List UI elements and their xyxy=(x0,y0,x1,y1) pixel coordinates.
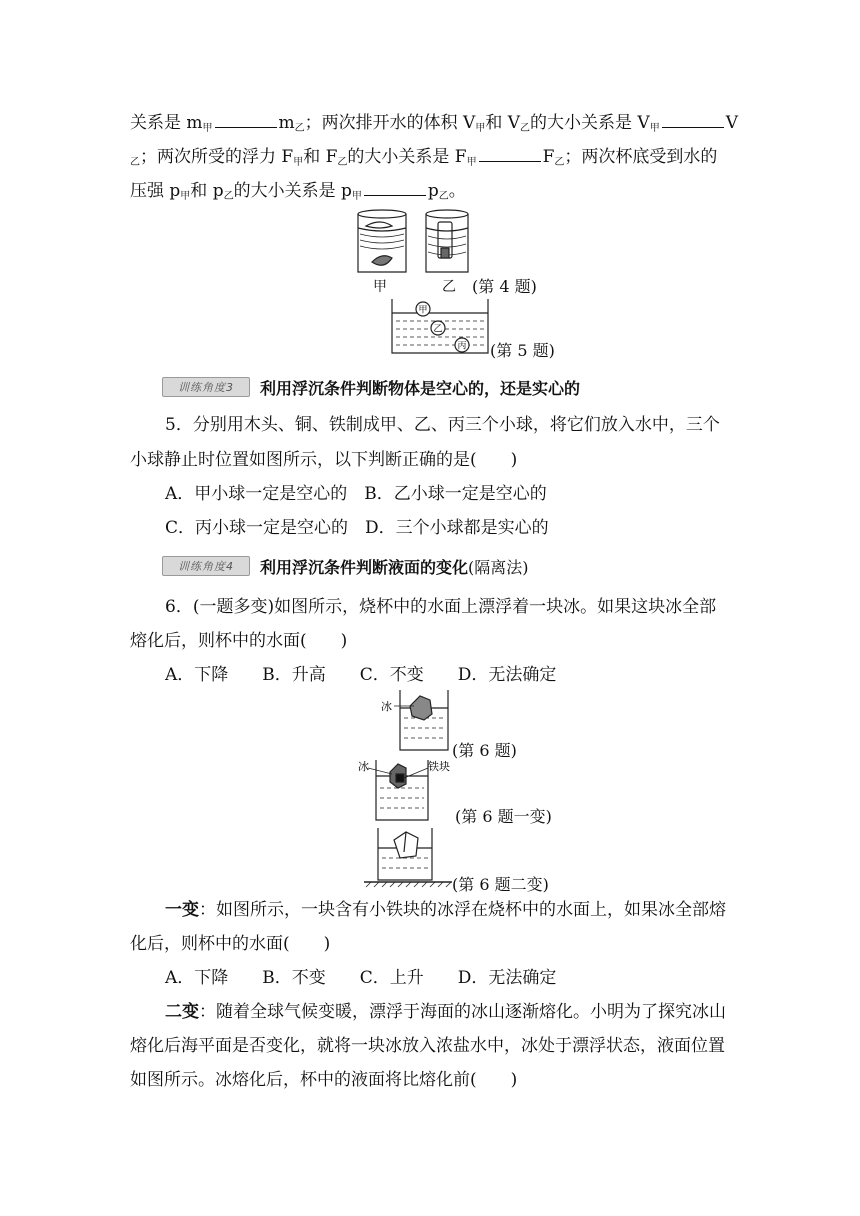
variant-1-stem-line-2: 化后，则杯中的水面( ) xyxy=(130,934,331,954)
answer-blank[interactable] xyxy=(479,147,541,162)
variant-1-stem-line-1: 一变：如图所示，一块含有小铁块的冰浮在烧杯中的水面上，如果冰全部熔 xyxy=(165,900,726,920)
figure-6-variant-1-beaker xyxy=(358,754,458,824)
variant-1-options: A．下降 B．不变 C．上升 D．无法确定 xyxy=(165,968,557,988)
q5-options-ab: A．甲小球一定是空心的 B．乙小球一定是空心的 xyxy=(165,484,547,504)
ball-label: 丙 xyxy=(457,341,467,352)
q6-stem-line-1: 6．(一题多变)如图所示，烧杯中的水面上漂浮着一块冰。如果这块冰全部 xyxy=(165,597,717,617)
section-heading-4 xyxy=(162,554,529,578)
figure-4-caption: (第 4 题) xyxy=(472,277,537,296)
q5-options-cd: C．丙小球一定是空心的 D．三个小球都是实心的 xyxy=(165,518,549,538)
answer-blank[interactable] xyxy=(364,181,426,196)
q6-stem-line-2: 熔化后，则杯中的水面( ) xyxy=(130,631,348,651)
ice-label: 冰 xyxy=(381,700,392,713)
q5-stem-line-1: 5．分别用木头、铜、铁制成甲、乙、丙三个小球，将它们放入水中，三个 xyxy=(165,415,720,435)
figure-5-caption: (第 5 题) xyxy=(490,341,555,360)
section-title: 利用浮沉条件判断物体是空心的，还是实心的 xyxy=(260,378,581,398)
answer-blank[interactable] xyxy=(662,113,724,128)
figure-6-variant-2-beaker xyxy=(360,826,456,888)
q4-line-1: 关系是 $m_甲$ $m_乙$；两次排开水的体积 $V_甲$和 $V_乙$的大小关系是 $V_甲$ V xyxy=(130,113,738,134)
figure-4-label-b: 乙 xyxy=(442,279,456,295)
variant-2-stem-line-1: 二变：随着全球气候变暖，漂浮于海面的冰山逐渐熔化。小明为了探究冰山 xyxy=(165,1002,726,1022)
q4-line-2: $_乙$；两次所受的浮力 $F_甲$和 $F_乙$的大小关系是 $F_甲$ $F_乙$；两次杯底受到水的 xyxy=(130,147,718,168)
q4-line-3: 压强 $p_甲$和 $p_乙$的大小关系是 $p_甲$ $p_乙$。 xyxy=(130,181,466,202)
section-heading-3 xyxy=(162,375,580,399)
ice-label: 冰 xyxy=(358,760,369,773)
training-angle-badge: 训练角度3 xyxy=(162,377,250,397)
variant-2-stem-line-2: 熔化后海平面是否变化，就将一块冰放入浓盐水中，冰处于漂浮状态，液面位置 xyxy=(130,1036,725,1056)
figure-6-variant-1-caption: (第 6 题一变) xyxy=(455,807,552,826)
answer-blank[interactable] xyxy=(215,113,277,128)
figure-5-balls-in-water xyxy=(388,297,492,357)
iron-block-label: 铁块 xyxy=(428,760,450,773)
figure-6-ice-beaker xyxy=(380,688,452,754)
q6-options: A．下降 B．升高 C．不变 D．无法确定 xyxy=(165,665,557,685)
figure-6-caption: (第 6 题) xyxy=(452,741,517,760)
figure-6-variant-2-caption: (第 6 题二变) xyxy=(452,875,549,894)
ball-label: 乙 xyxy=(433,324,443,335)
training-angle-badge: 训练角度4 xyxy=(162,556,250,576)
figure-4-label-a: 甲 xyxy=(373,279,387,295)
variant-2-stem-line-3: 如图所示。冰熔化后，杯中的液面将比熔化前( ) xyxy=(130,1070,518,1090)
q5-stem-line-2: 小球静止时位置如图所示，以下判断正确的是( ) xyxy=(130,450,518,470)
ball-label: 甲 xyxy=(418,305,428,316)
section-title: 利用浮沉条件判断液面的变化(隔离法) xyxy=(260,557,529,577)
